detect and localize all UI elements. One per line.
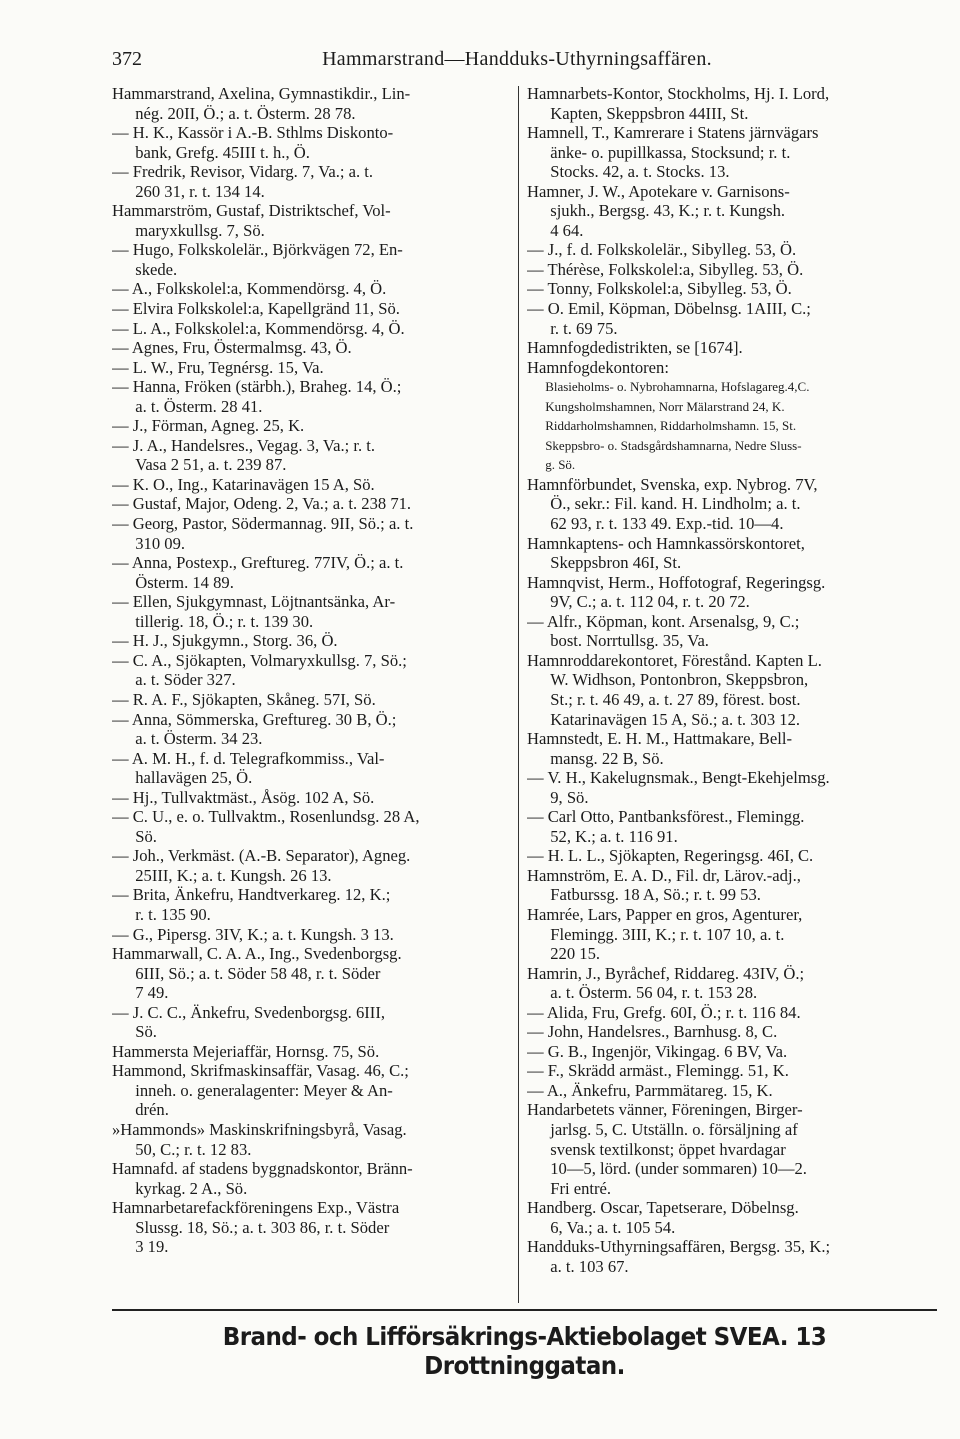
directory-line: — L. W., Fru, Tegnérsg. 15, Va. (112, 357, 324, 377)
directory-line: Fri entré. (550, 1178, 612, 1198)
directory-line: Skeppsbro- o. Stadsgårdshamnarna, Nedre Sluss- (545, 437, 802, 453)
directory-line: — Carl Otto, Pantbanksförest., Flemingg. (527, 807, 805, 827)
directory-line: bost. Norrtullsg. 35, Va. (550, 631, 709, 651)
directory-line: a. t. Österm. 28 41. (135, 396, 263, 416)
directory-line: nég. 20II, Ö.; a. t. Österm. 28 78. (135, 103, 356, 123)
directory-line: — J., f. d. Folkskolelär., Sibylleg. 53, Ö. (527, 240, 797, 260)
directory-line: 6III, Sö.; a. t. Söder 58 48, r. t. Söder (135, 963, 381, 983)
directory-line: — A. M. H., f. d. Telegrafkommiss., Val- (112, 748, 385, 768)
directory-line: — H. L. L., Sjökapten, Regeringsg. 46I, C. (527, 846, 814, 866)
directory-line: Hammond, Skrifmaskinsaffär, Vasag. 46, C.; (112, 1061, 409, 1081)
directory-line: hallavägen 25, Ö. (135, 768, 253, 788)
directory-line: mansg. 22 B, Sö. (550, 748, 664, 768)
directory-line: — L. A., Folkskolel:a, Kommendörsg. 4, Ö. (112, 318, 405, 338)
directory-line: r. t. 135 90. (135, 904, 211, 924)
directory-line: Hamnstedt, E. H. M., Hattmakare, Bell- (527, 729, 792, 749)
directory-line: 10—5, lörd. (under sommaren) 10—2. (550, 1159, 807, 1179)
directory-line: Handarbetets vänner, Föreningen, Birger- (527, 1100, 803, 1120)
directory-line: Sö. (135, 1022, 157, 1042)
directory-line: — Brita, Änkefru, Handtverkareg. 12, K.; (112, 885, 391, 905)
directory-line: — K. O., Ing., Katarinavägen 15 A, Sö. (112, 474, 375, 494)
directory-line: Handberg. Oscar, Tapetserare, Döbelnsg. (527, 1198, 799, 1218)
directory-line: Österm. 14 89. (135, 572, 234, 592)
directory-line: — Anna, Sömmerska, Greftureg. 30 B, Ö.; (112, 709, 397, 729)
directory-line: Hamnqvist, Herm., Hoffotograf, Regeringsg. (527, 572, 826, 592)
footer-advertisement: Brand- och Lifförsäkrings-Aktiebolaget SVEA. 13 Drottninggatan. (222, 1322, 827, 1380)
directory-line: Blasieholms- o. Nybrohamnarna, Hofslagareg.4,C. (545, 379, 810, 395)
directory-line: bank, Grefg. 45III t. h., Ö. (135, 142, 310, 162)
directory-line: — A., Änkefru, Parmmätareg. 15, K. (527, 1080, 773, 1100)
directory-line: 9, Sö. (550, 787, 589, 807)
directory-line: — C. U., e. o. Tullvaktm., Rosenlundsg. 28 A, (112, 807, 420, 827)
directory-line: — Elvira Folkskolel:a, Kapellgränd 11, Sö. (112, 299, 400, 319)
directory-line: 7 49. (135, 983, 169, 1003)
directory-line: — G. B., Ingenjör, Vikingag. 6 BV, Va. (527, 1041, 788, 1061)
directory-line: — Thérèse, Folkskolel:a, Sibylleg. 53, Ö. (527, 259, 804, 279)
directory-line: 6, Va.; a. t. 105 54. (550, 1217, 676, 1237)
directory-line: — H. J., Sjukgymn., Storg. 36, Ö. (112, 631, 338, 651)
directory-line: a. t. 103 67. (550, 1256, 629, 1276)
directory-line: tillerig. 18, Ö.; r. t. 139 30. (135, 611, 314, 631)
directory-line: — J., Förman, Agneg. 25, K. (112, 416, 305, 436)
directory-line: änke- o. pupillkassa, Stocksund; r. t. (550, 142, 791, 162)
directory-line: — Tonny, Folkskolel:a, Sibylleg. 53, Ö. (527, 279, 792, 299)
directory-line: — G., Pipersg. 3IV, K.; a. t. Kungsh. 3 13. (112, 924, 394, 944)
directory-line: — Joh., Verkmäst. (A.-B. Separator), Agneg. (112, 846, 411, 866)
directory-line: 62 93, r. t. 133 49. Exp.-tid. 10—4. (550, 514, 784, 534)
directory-line: Hamrin, J., Byråchef, Riddareg. 43IV, Ö.; (527, 963, 805, 983)
directory-line: — J. A., Handelsres., Vegag. 3, Va.; r. t. (112, 435, 376, 455)
directory-line: — A., Folkskolel:a, Kommendörsg. 4, Ö. (112, 279, 387, 299)
directory-line: maryxkullsg. 7, Sö. (135, 220, 265, 240)
directory-line: Hamnfogdedistrikten, se [1674]. (527, 338, 743, 358)
directory-line: Hammarwall, C. A. A., Ing., Svedenborgsg. (112, 944, 402, 964)
directory-line: — R. A. F., Sjökapten, Skåneg. 57I, Sö. (112, 689, 376, 709)
directory-line: — O. Emil, Köpman, Döbelnsg. 1AIII, C.; (527, 299, 811, 319)
page-header (112, 48, 922, 78)
directory-line: — Hj., Tullvaktmäst., Åsög. 102 A, Sö. (112, 787, 375, 807)
directory-line: — Georg, Pastor, Södermannag. 9II, Sö.; a. t. (112, 514, 414, 534)
directory-line: 9V, C.; a. t. 112 04, r. t. 20 72. (550, 592, 750, 612)
running-head: Hammarstrand—Handduks-Uthyrningsaffären. (322, 48, 712, 70)
left-column (112, 84, 517, 1257)
directory-line: a. t. Österm. 34 23. (135, 729, 263, 749)
directory-line: — Fredrik, Revisor, Vidarg. 7, Va.; a. t. (112, 162, 374, 182)
directory-line: — Ellen, Sjukgymnast, Löjtnantsänka, Ar- (112, 592, 396, 612)
directory-line: Sö. (135, 826, 157, 846)
directory-line: Fatburssg. 18 A, Sö.; r. t. 99 53. (550, 885, 761, 905)
directory-line: skede. (135, 259, 178, 279)
directory-line: Hammarström, Gustaf, Distriktschef, Vol- (112, 201, 391, 221)
directory-line: Hamnarbetarefackföreningens Exp., Västra (112, 1198, 400, 1218)
directory-line: Ö., sekr.: Fil. kand. H. Lindholm; a. t. (550, 494, 801, 514)
directory-line: 4 64. (550, 220, 584, 240)
directory-line: — Alfr., Köpman, kont. Arsenalsg, 9, C.; (527, 611, 800, 631)
directory-line: — H. K., Kassör i A.-B. Sthlms Diskonto- (112, 123, 394, 143)
directory-line: sjukh., Bergsg. 43, K.; r. t. Kungsh. (550, 201, 786, 221)
directory-line: g. Sö. (545, 457, 576, 473)
directory-line: 3 19. (135, 1237, 169, 1257)
directory-line: — Alida, Fru, Grefg. 60I, Ö.; r. t. 116 84. (527, 1002, 801, 1022)
directory-line: 52, K.; a. t. 116 91. (550, 826, 678, 846)
directory-line: Riddarholmshamnen, Riddarholmshamn. 15, St. (545, 418, 797, 434)
directory-line: Skeppsbron 46I, St. (550, 553, 682, 573)
directory-line: Katarinavägen 15 A, Sö.; a. t. 303 12. (550, 709, 801, 729)
directory-line: — Anna, Postexp., Greftureg. 77IV, Ö.; a. t. (112, 553, 404, 573)
directory-line: Hamnafd. af stadens byggnadskontor, Bränn- (112, 1159, 413, 1179)
directory-line: Hamnkaptens- och Hamnkassörskontoret, (527, 533, 805, 553)
column-divider (518, 86, 519, 1303)
directory-line: Handduks-Uthyrningsaffären, Bergsg. 35, K.; (527, 1237, 831, 1257)
directory-line: Hamner, J. W., Apotekare v. Garnisons- (527, 181, 790, 201)
directory-line: Hammersta Mejeriaffär, Hornsg. 75, Sö. (112, 1041, 380, 1061)
directory-line: — John, Handelsres., Barnhusg. 8, C. (527, 1022, 778, 1042)
directory-line: — Hanna, Fröken (stärbh.), Braheg. 14, Ö.; (112, 377, 402, 397)
directory-line: 310 09. (135, 533, 186, 553)
directory-line: a. t. Österm. 56 04, r. t. 153 28. (550, 983, 758, 1003)
directory-line: kyrkag. 2 A., Sö. (135, 1178, 248, 1198)
directory-line: St.; r. t. 46 49, a. t. 27 89, förest. bost. (550, 689, 801, 709)
directory-line: svensk textilkonst; öppet hvardagar (550, 1139, 786, 1159)
directory-line: — J. C. C., Änkefru, Svedenborgsg. 6III, (112, 1002, 386, 1022)
directory-line: 260 31, r. t. 134 14. (135, 181, 265, 201)
directory-line: — C. A., Sjökapten, Volmaryxkullsg. 7, Sö.; (112, 650, 407, 670)
directory-line: Kungsholmshamnen, Norr Mälarstrand 24, K. (545, 398, 785, 414)
directory-line: drén. (135, 1100, 169, 1120)
directory-line: Hamnförbundet, Svenska, exp. Nybrog. 7V, (527, 474, 818, 494)
directory-line: Slussg. 18, Sö.; a. t. 303 86, r. t. Söder (135, 1217, 390, 1237)
directory-line: Kapten, Skeppsbron 44III, St. (550, 103, 749, 123)
directory-line: W. Widhson, Pontonbron, Skeppsbron, (550, 670, 809, 690)
directory-line: r. t. 69 75. (550, 318, 618, 338)
directory-line: 50, C.; r. t. 12 83. (135, 1139, 252, 1159)
directory-line: — V. H., Kakelugnsmak., Bengt-Ekehjelmsg. (527, 768, 830, 788)
directory-line: Flemingg. 3III, K.; r. t. 107 10, a. t. (550, 924, 785, 944)
right-column (527, 84, 937, 1276)
footer-rule (112, 1309, 937, 1311)
page-number: 372 (112, 48, 142, 70)
directory-line: jarlsg. 5, C. Utställn. o. försäljning af (550, 1119, 798, 1139)
directory-line: 220 15. (550, 944, 601, 964)
directory-line: Hamrée, Lars, Papper en gros, Agenturer, (527, 904, 803, 924)
directory-line: Hamnell, T., Kamrerare i Statens järnvägars (527, 123, 819, 143)
directory-line: Hamnström, E. A. D., Fil. dr, Lärov.-adj., (527, 865, 801, 885)
directory-line: Hammarstrand, Axelina, Gymnastikdir., Lin- (112, 84, 411, 103)
directory-line: — Gustaf, Major, Odeng. 2, Va.; a. t. 238 71. (112, 494, 412, 514)
directory-line: »Hammonds» Maskinskrifningsbyrå, Vasag. (112, 1119, 407, 1139)
directory-line: — Agnes, Fru, Östermalmsg. 43, Ö. (112, 338, 352, 358)
directory-line: Hamnroddarekontoret, Förestånd. Kapten L. (527, 650, 822, 670)
directory-line: 25III, K.; a. t. Kungsh. 26 13. (135, 865, 332, 885)
directory-line: Hamnfogdekontoren: (527, 357, 669, 377)
directory-line: — Hugo, Folkskolelär., Björkvägen 72, En- (112, 240, 403, 260)
directory-line: Stocks. 42, a. t. Stocks. 13. (550, 162, 730, 182)
directory-line: — F., Skrädd armäst., Flemingg. 51, K. (527, 1061, 789, 1081)
directory-line: inneh. o. generalagenter: Meyer & An- (135, 1080, 393, 1100)
directory-line: Vasa 2 51, a. t. 239 87. (135, 455, 287, 475)
directory-line: a. t. Söder 327. (135, 670, 236, 690)
directory-line: Hamnarbets-Kontor, Stockholms, Hj. I. Lord, (527, 84, 830, 103)
